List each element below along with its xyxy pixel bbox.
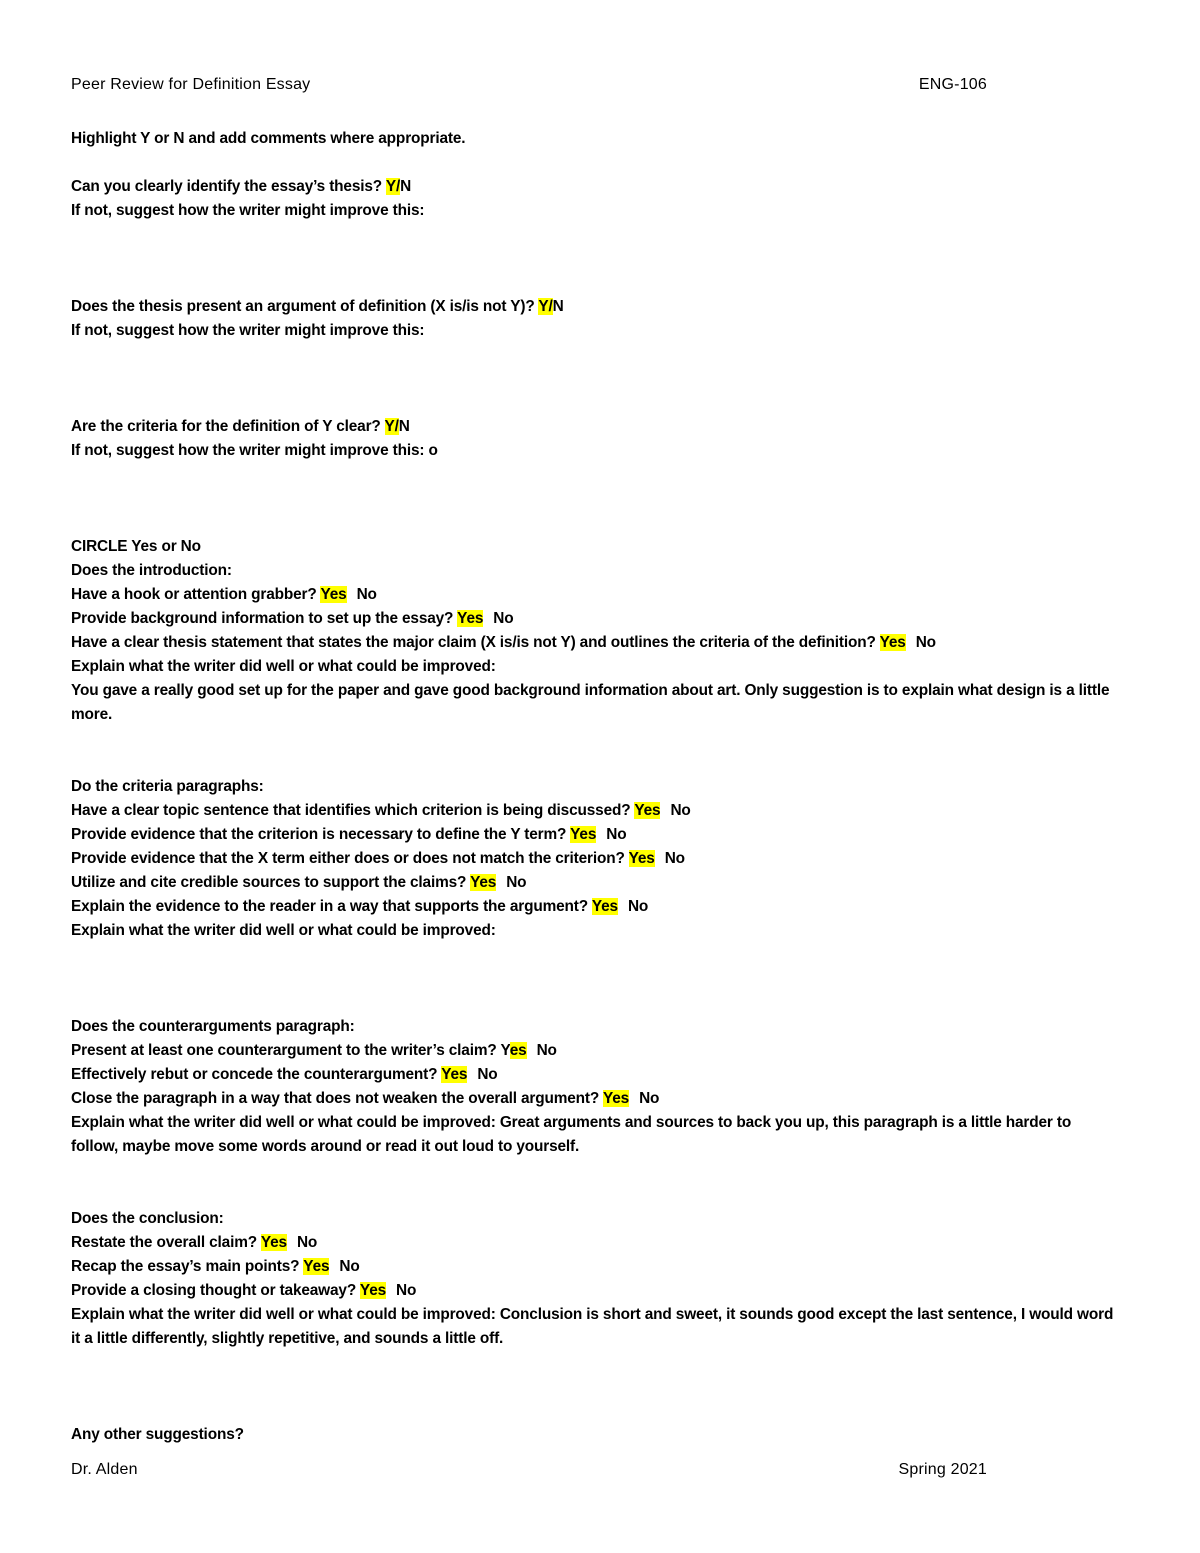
section-heading: Does the introduction: (71, 562, 232, 579)
no-option[interactable]: No (664, 850, 685, 867)
instructions: Highlight Y or N and add comments where appropriate. (71, 130, 466, 147)
no-option[interactable]: No (915, 634, 936, 651)
checklist-item: Have a clear topic sentence that identifies which criterion is being discussed? Yes No (71, 802, 691, 819)
instructor-name: Dr. Alden (71, 1461, 138, 1478)
section-heading: Does the counterarguments paragraph: (71, 1018, 355, 1035)
reviewer-comment: You gave a really good set up for the paper and gave good background information about art. Only suggestion is to explain what design is a little more. (71, 682, 1110, 723)
section-criteria (71, 775, 1121, 943)
reviewer-comment: Explain what the writer did well or what could be improved: Great arguments and sources to back you up, this paragraph is a little harder to follow, maybe move some words around or read it out loud to yourself. (71, 1114, 1072, 1155)
yn-section-thesis (71, 175, 1121, 223)
yn-question: Does the thesis present an argument of definition (X is/is not Y)? Y/N (71, 298, 564, 315)
yes-option[interactable]: Yes (303, 1258, 330, 1275)
other-suggestions: Any other suggestions? (71, 1426, 244, 1443)
yes-option[interactable]: Yes (634, 802, 661, 819)
yes-option[interactable]: Yes (320, 586, 347, 603)
yn-followup: If not, suggest how the writer might improve this: (71, 202, 425, 219)
yes-option[interactable]: Yes (570, 826, 597, 843)
yes-option[interactable]: Yes (879, 634, 906, 651)
yn-section-argument (71, 295, 1121, 343)
yn-followup: If not, suggest how the writer might improve this: o (71, 442, 438, 459)
checklist-item: Explain the evidence to the reader in a way that supports the argument? Yes No (71, 898, 649, 915)
yes-option[interactable]: Yes (591, 898, 618, 915)
explain-prompt: Explain what the writer did well or what could be improved: (71, 922, 496, 939)
checklist-item: Provide a closing thought or takeaway? Yes No (71, 1282, 417, 1299)
document-title: Peer Review for Definition Essay (71, 76, 311, 93)
answer-option[interactable]: N (398, 418, 410, 435)
page-footer (71, 1461, 987, 1479)
no-option[interactable]: No (506, 874, 527, 891)
yes-option[interactable]: Yes (260, 1234, 287, 1251)
checklist-item: Effectively rebut or concede the counterargument? Yes No (71, 1066, 498, 1083)
yn-question: Can you clearly identify the essay’s thesis? Y/N (71, 178, 412, 195)
highlighted-answer[interactable]: Y/ (385, 178, 401, 195)
term: Spring 2021 (898, 1461, 987, 1478)
document-body (71, 127, 1121, 1447)
explain-prompt: Explain what the writer did well or what could be improved: (71, 658, 496, 675)
checklist-item: Have a hook or attention grabber? Yes No (71, 586, 377, 603)
no-option[interactable]: No (627, 898, 649, 915)
no-option[interactable]: No (536, 1042, 557, 1059)
no-option[interactable]: No (296, 1234, 318, 1251)
yes-option[interactable]: Yes (457, 610, 484, 627)
yes-option[interactable]: Yes (470, 874, 497, 891)
no-option[interactable]: No (639, 1090, 660, 1107)
yes-option[interactable]: es (509, 1042, 527, 1059)
checklist-item: Provide evidence that the X term either does or does not match the criterion? Yes No (71, 850, 685, 867)
checklist-item: Close the paragraph in a way that does not weaken the overall argument? Yes No (71, 1090, 660, 1107)
checklist-item: Provide evidence that the criterion is necessary to define the Y term? Yes No (71, 826, 627, 843)
no-option[interactable]: No (493, 610, 514, 627)
section-heading: Do the criteria paragraphs: (71, 778, 264, 795)
reviewer-comment: Explain what the writer did well or what could be improved: Conclusion is short and sweet, it sounds good except the last sentence, I would word it a little differently, slightly repetitive, and sounds a little off. (71, 1306, 1114, 1347)
highlighted-answer[interactable]: Y/ (384, 418, 399, 435)
section-introduction (71, 535, 1121, 727)
circle-label: CIRCLE Yes or No (71, 538, 201, 555)
section-counterarguments (71, 1015, 1121, 1159)
checklist-item: Utilize and cite credible sources to support the claims? Yes No (71, 874, 527, 891)
yes-option[interactable]: Yes (628, 850, 655, 867)
no-option[interactable]: No (356, 586, 377, 603)
yes-option[interactable]: Yes (603, 1090, 630, 1107)
yn-section-criteria (71, 415, 1121, 463)
checklist-item: Provide background information to set up the essay? Yes No (71, 610, 514, 627)
section-heading: Does the conclusion: (71, 1210, 224, 1227)
checklist-item: Restate the overall claim? Yes No (71, 1234, 318, 1251)
no-option[interactable]: No (606, 826, 627, 843)
highlighted-answer[interactable]: Y/ (538, 298, 553, 315)
checklist-item: Recap the essay’s main points? Yes No (71, 1258, 360, 1275)
yes-option[interactable]: Yes (359, 1282, 387, 1299)
no-option[interactable]: No (477, 1066, 498, 1083)
no-option[interactable]: No (339, 1258, 360, 1275)
yn-question: Are the criteria for the definition of Y clear? Y/N (71, 418, 410, 435)
answer-option[interactable]: N (552, 298, 564, 315)
course-code: ENG-106 (918, 76, 987, 93)
yn-followup: If not, suggest how the writer might improve this: (71, 322, 425, 339)
yes-option[interactable]: Yes (441, 1066, 468, 1083)
section-conclusion (71, 1207, 1121, 1351)
checklist-item: Have a clear thesis statement that states the major claim (X is/is not Y) and outlines the criteria of the definition? Yes No (71, 634, 936, 651)
page-header (71, 76, 987, 94)
no-option[interactable]: No (670, 802, 691, 819)
checklist-item: Present at least one counterargument to the writer’s claim? Yes No (71, 1042, 557, 1059)
answer-option[interactable]: N (400, 178, 412, 195)
no-option[interactable]: No (396, 1282, 417, 1299)
